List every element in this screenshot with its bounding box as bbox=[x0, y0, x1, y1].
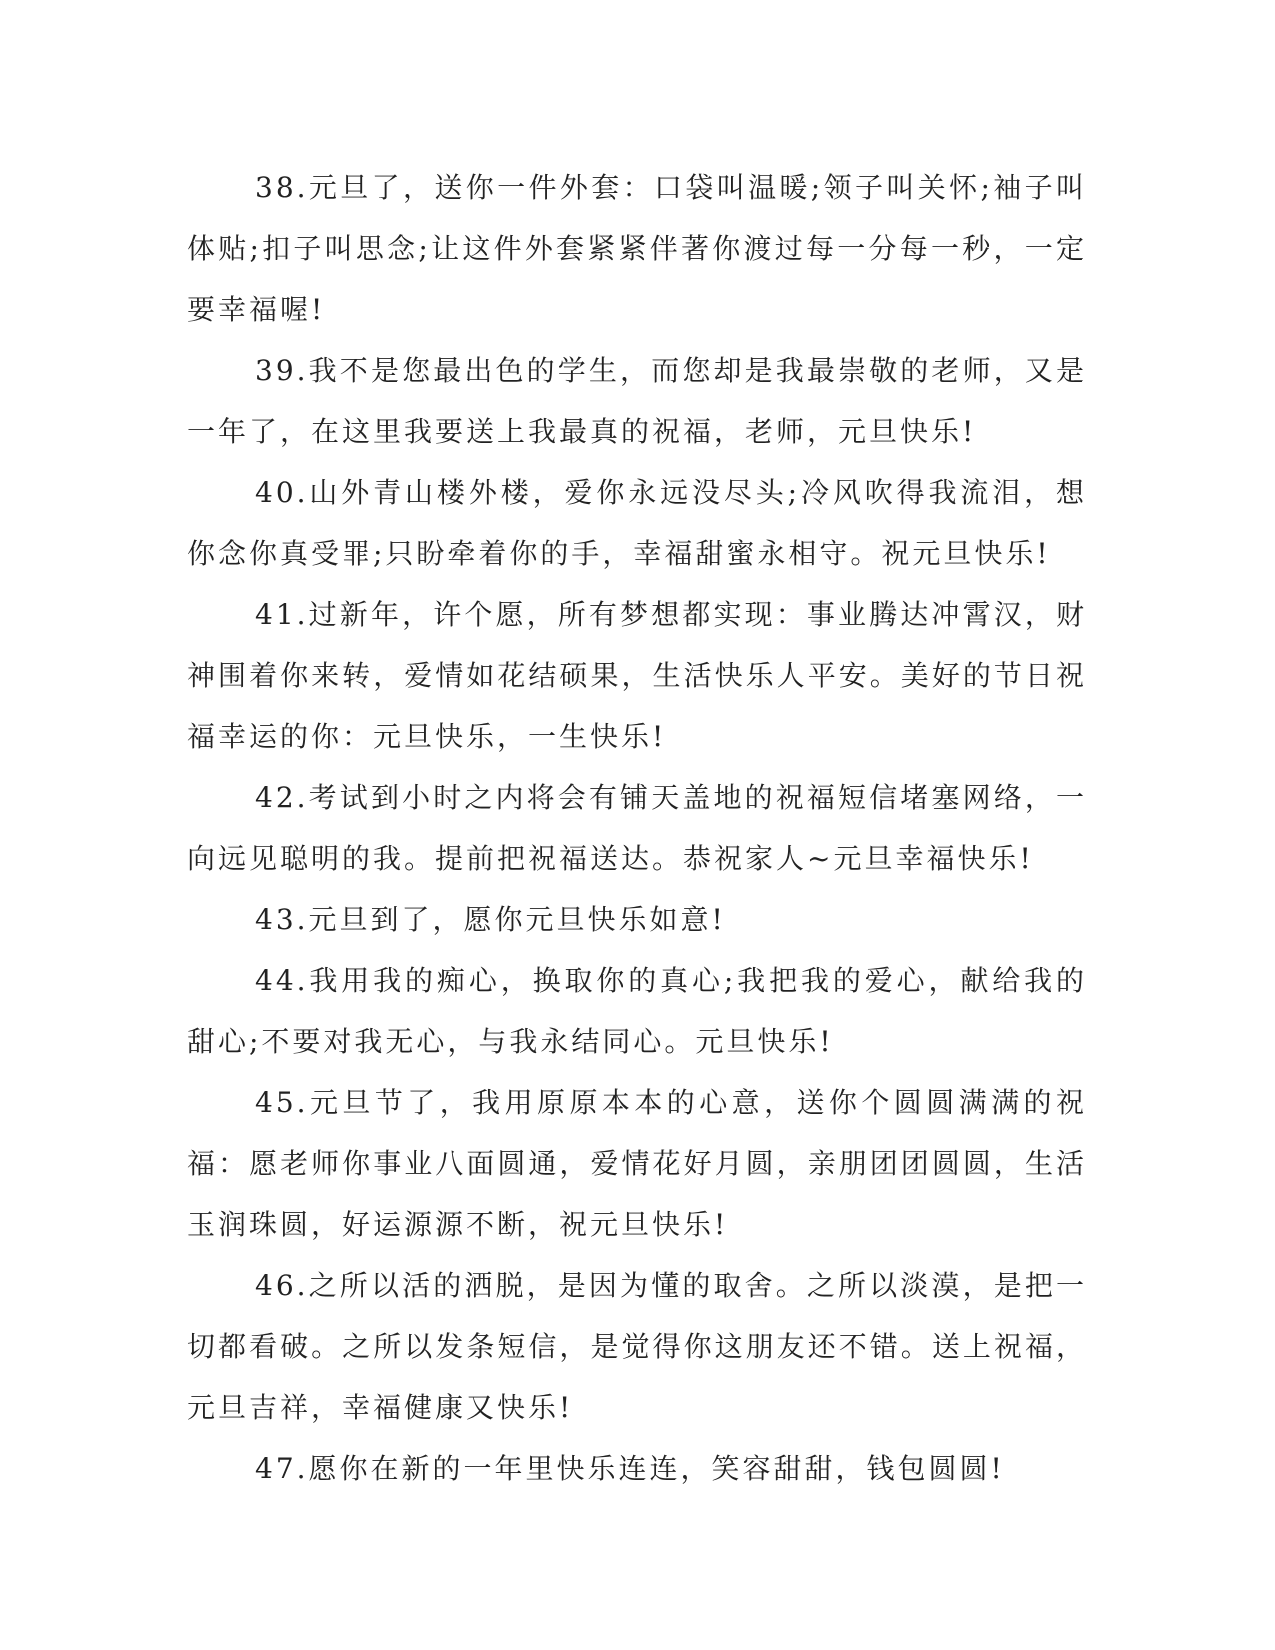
paragraph-42: 42.考试到小时之内将会有铺天盖地的祝福短信堵塞网络，一向远见聪明的我。提前把祝福送达。恭祝家人~元旦幸福快乐! bbox=[187, 781, 1087, 875]
paragraph-46: 46.之所以活的洒脱，是因为懂的取舍。之所以淡漠，是把一切都看破。之所以发条短信，是觉得你这朋友还不错。送上祝福，元旦吉祥，幸福健康又快乐! bbox=[187, 1269, 1087, 1424]
document-body bbox=[187, 157, 1087, 1499]
paragraph-41: 41.过新年，许个愿，所有梦想都实现：事业腾达冲霄汉，财神围着你来转，爱情如花结硕果，生活快乐人平安。美好的节日祝福幸运的你：元旦快乐，一生快乐! bbox=[187, 598, 1087, 753]
paragraph-44: 44.我用我的痴心，换取你的真心;我把我的爱心，献给我的甜心;不要对我无心，与我永结同心。元旦快乐! bbox=[187, 964, 1087, 1058]
paragraph-43: 43.元旦到了，愿你元旦快乐如意! bbox=[255, 903, 726, 936]
paragraph-47: 47.愿你在新的一年里快乐连连，笑容甜甜，钱包圆圆! bbox=[255, 1452, 1005, 1485]
paragraph-45: 45.元旦节了，我用原原本本的心意，送你个圆圆满满的祝福：愿老师你事业八面圆通，爱情花好月圆，亲朋团团圆圆，生活玉润珠圆，好运源源不断，祝元旦快乐! bbox=[187, 1086, 1087, 1241]
paragraph-40: 40.山外青山楼外楼，爱你永远没尽头;冷风吹得我流泪，想你念你真受罪;只盼牵着你的手，幸福甜蜜永相守。祝元旦快乐! bbox=[187, 476, 1087, 570]
paragraph-39: 39.我不是您最出色的学生，而您却是我最崇敬的老师，又是一年了，在这里我要送上我最真的祝福，老师，元旦快乐! bbox=[187, 354, 1087, 448]
paragraph-38: 38.元旦了，送你一件外套：口袋叫温暖;领子叫关怀;袖子叫体贴;扣子叫思念;让这件外套紧紧伴著你渡过每一分每一秒，一定要幸福喔! bbox=[187, 171, 1087, 326]
